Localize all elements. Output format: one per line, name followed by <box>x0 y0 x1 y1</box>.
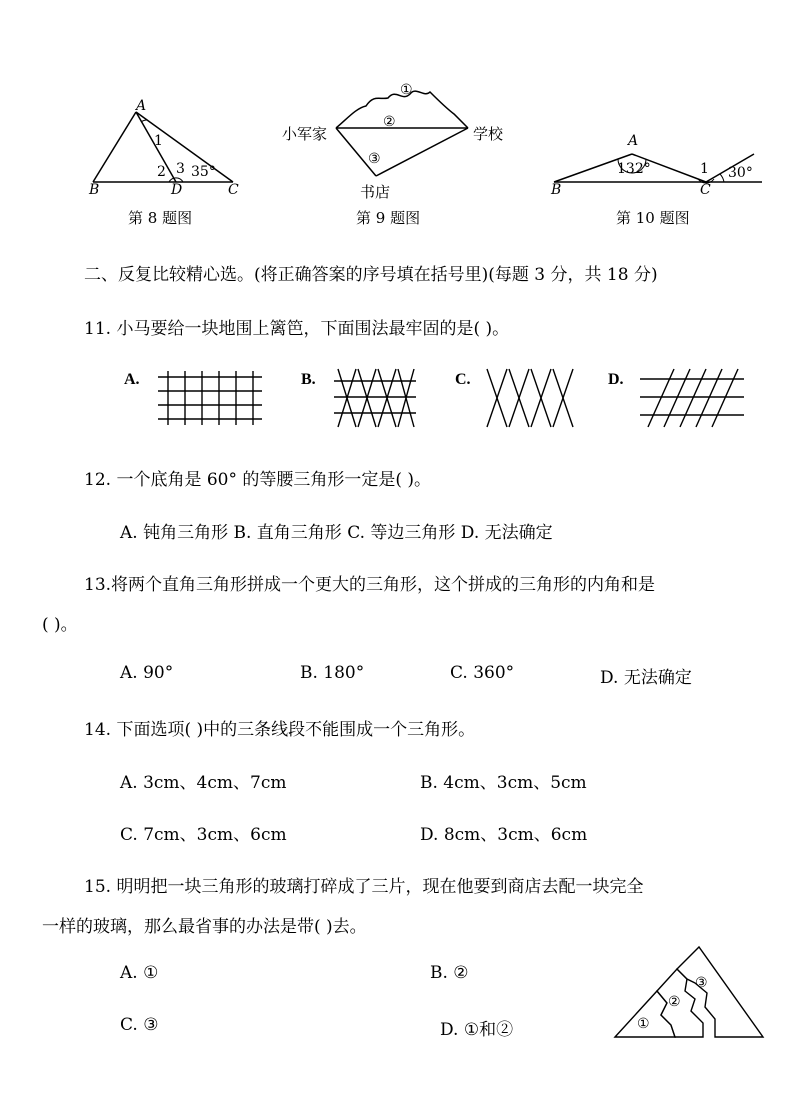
q11-option-b-label[interactable]: B. <box>301 371 316 388</box>
q11-option-c-label[interactable]: C. <box>455 371 471 388</box>
q11-option-c-lattice <box>487 369 573 427</box>
angle-30-label: 30° <box>728 165 753 181</box>
angle-1-label: 1 <box>154 133 163 149</box>
q11-option-b-crosshatch <box>334 369 416 427</box>
question-15-line2: 一样的玻璃，那么最省事的办法是带( )去。 <box>42 917 367 937</box>
label-A: A <box>628 133 639 149</box>
route-2-label: ② <box>383 114 396 130</box>
glass-piece-3-label: ③ <box>695 975 708 991</box>
q13-option-c[interactable]: C. 360° <box>450 663 515 683</box>
q14-option-b[interactable]: B. 4cm、3cm、5cm <box>420 773 587 793</box>
q15-option-d[interactable]: D. ①和② <box>440 1020 514 1040</box>
label-C: C <box>228 182 239 198</box>
triangle-diagram-8 <box>85 98 245 198</box>
question-15-line1: 15. 明明把一块三角形的玻璃打碎成了三片，现在他要到商店去配一块完全 <box>84 877 644 897</box>
q12-options[interactable]: A. 钝角三角形 B. 直角三角形 C. 等边三角形 D. 无法确定 <box>120 523 553 543</box>
glass-piece-2-label: ② <box>668 994 681 1010</box>
question-14: 14. 下面选项( )中的三条线段不能围成一个三角形。 <box>84 720 476 740</box>
q13-option-d[interactable]: D. 无法确定 <box>600 668 692 688</box>
question-11: 11. 小马要给一块地围上篱笆，下面围法最牢固的是( )。 <box>84 319 510 339</box>
glass-piece-1-label: ① <box>637 1016 650 1032</box>
q11-option-a-label[interactable]: A. <box>124 371 140 388</box>
q11-option-d-label[interactable]: D. <box>608 371 624 388</box>
figure-10-caption: 第 10 题图 <box>616 209 690 227</box>
q13-option-a[interactable]: A. 90° <box>120 663 174 683</box>
q15-option-c[interactable]: C. ③ <box>120 1015 159 1035</box>
school-label: 学校 <box>473 125 504 143</box>
q14-option-a[interactable]: A. 3cm、4cm、7cm <box>120 773 287 793</box>
q11-option-d-slanted <box>640 369 744 427</box>
angle-35-label: 35° <box>191 164 216 180</box>
q11-option-a-grid <box>158 371 262 425</box>
home-label: 小军家 <box>282 125 328 143</box>
angle-3-label: 3 <box>176 161 185 177</box>
q14-option-c[interactable]: C. 7cm、3cm、6cm <box>120 825 287 845</box>
question-13-line2: ( )。 <box>42 615 78 635</box>
angle-132-label: 132° <box>617 161 651 177</box>
question-12: 12. 一个底角是 60° 的等腰三角形一定是( )。 <box>84 470 432 490</box>
route-1-label: ① <box>400 82 413 98</box>
route-3-label: ③ <box>368 151 381 167</box>
bookstore-label: 书店 <box>360 183 391 201</box>
label-C: C <box>700 182 711 198</box>
figure-9-caption: 第 9 题图 <box>356 209 421 227</box>
q13-option-b[interactable]: B. 180° <box>300 663 365 683</box>
angle-2-label: 2 <box>157 164 166 180</box>
label-B: B <box>89 182 100 198</box>
label-B: B <box>551 182 562 198</box>
q15-option-a[interactable]: A. ① <box>120 963 159 983</box>
question-13-line1: 13.将两个直角三角形拼成一个更大的三角形，这个拼成的三角形的内角和是 <box>84 575 656 595</box>
q14-option-d[interactable]: D. 8cm、3cm、6cm <box>420 825 588 845</box>
label-D: D <box>171 182 183 198</box>
q15-option-b[interactable]: B. ② <box>430 963 469 983</box>
label-A: A <box>136 98 147 114</box>
angle-1-label: 1 <box>700 161 709 177</box>
figure-8-caption: 第 8 题图 <box>128 209 193 227</box>
section-heading: 二、反复比较精心选。(将正确答案的序号填在括号里)(每题 3 分，共 18 分) <box>84 265 658 285</box>
